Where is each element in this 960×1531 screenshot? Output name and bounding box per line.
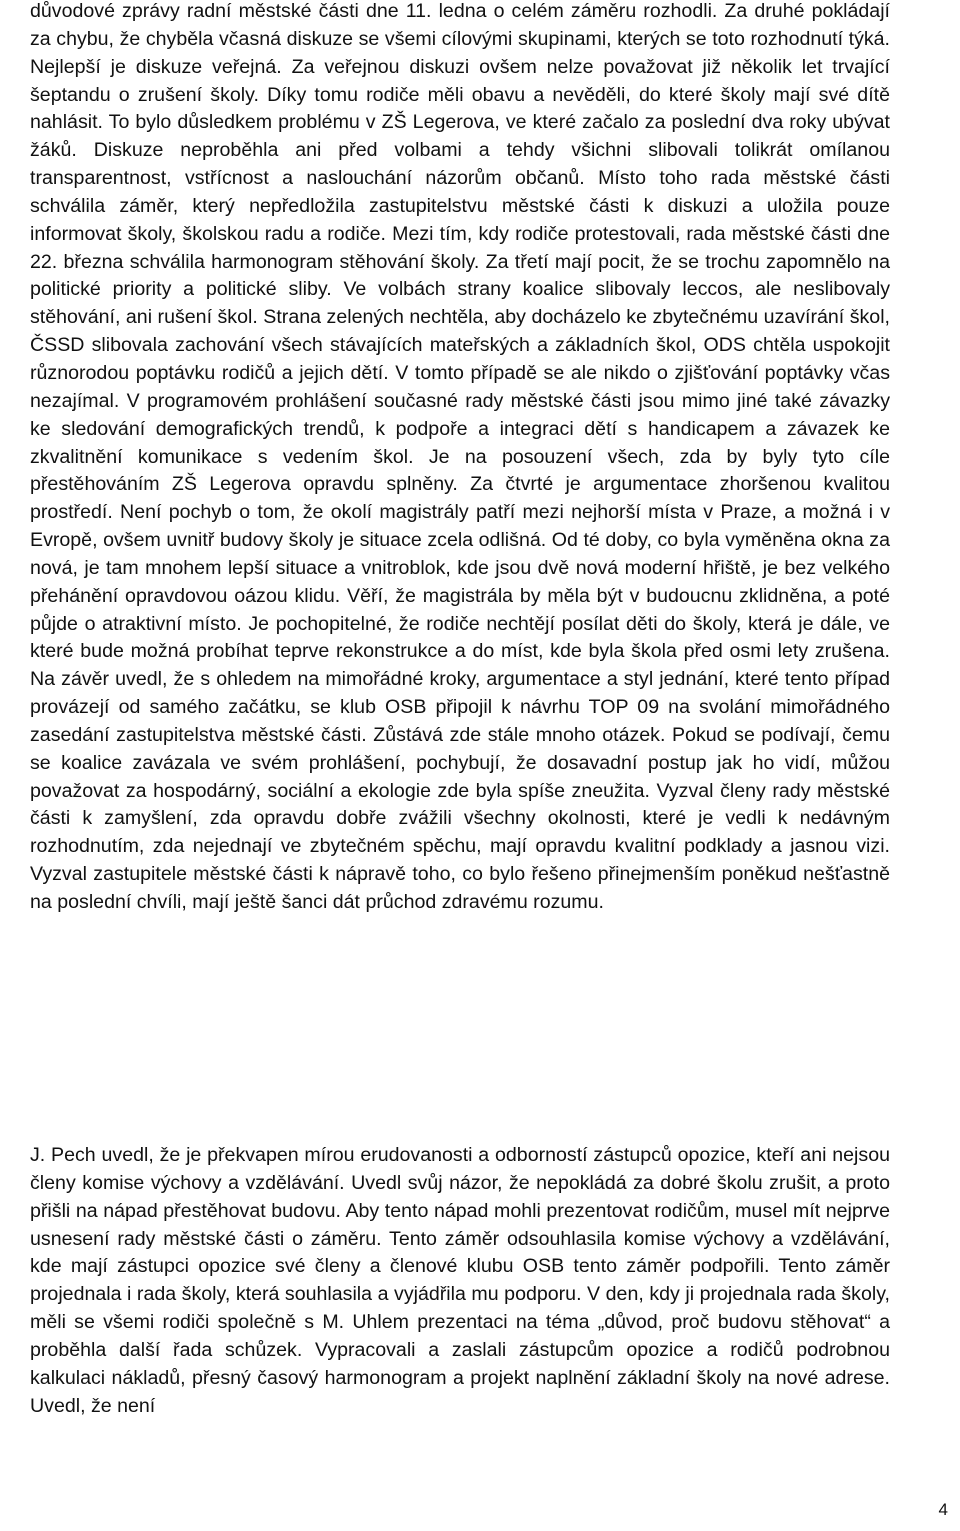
page-number: 4 [938,1500,948,1519]
body-paragraph-2: J. Pech uvedl, že je překvapen mírou erudovanosti a odborností zástupců opozice, kteří ani nejsou členy komise výchovy a vzdělávání. Uvedl svůj názor, že nepokládá za dobré školu zrušit, a proto přišli na nápad přestěhovat budovu. Aby tento nápad mohli prezentovat rodičům, musel mít nejprve usnesení rady městské části o záměru. Tento záměr odsouhlasila komise výchovy a vzdělávání, kde mají zástupci opozice své členy a členové klubu OSB tento záměr podpořili. Tento záměr projednala i rada školy, která souhlasila a vyjádřila mu podporu. V den, kdy ji projednala rada školy, měli se všemi rodiči společně s M. Uhlem prezentaci na téma „důvod, proč budovu stěhovat“ a proběhla další řada schůzek. Vypracovali a zaslali zástupcům opozice a rodičů podrobnou kalkulaci nákladů, přesný časový harmonogram a projekt naplnění základní školy na nové adrese. Uvedl, že není [30,1144,890,1417]
body-paragraph-1: důvodové zprávy radní městské části dne 11. ledna o celém záměru rozhodli. Za druhé pokládají za chybu, že chyběla včasná diskuze se všemi cílovými skupinami, kterých se toto rozhodnutí týká. Nejlepší je diskuze veřejná. Za veřejnou diskuzi ovšem nelze považovat již několik let trvající šeptandu o zrušení školy. Díky tomu rodiče měli obavu a nevěděli, do které školy mají své dítě nahlásit. To bylo důsledkem problému v ZŠ Legerova, ve které začalo za poslední dva roky ubývat žáků. Diskuze neproběhla ani před volbami a tehdy všichni slibovali tolikrát omílanou transparentnost, vstřícnost a naslouchání názorům občanů. Místo toho rada městské části schválila záměr, který nepředložila zastupitelstvu městské části k diskuzi a uložila pouze informovat školy, školskou radu a rodiče. Mezi tím, kdy rodiče protestovali, rada městské části dne 22. března schválila harmonogram stěhování školy. Za třetí mají pocit, že se trochu zapomnělo na politické priority a politické sliby. Ve volbách strany koalice slibovaly leccos, ale neslibovaly stěhování, ani rušení škol. Strana zelených nechtěla, aby docházelo ke zbytečnému uzavírání škol, ČSSD slibovala zachování všech stávajících mateřských a základních škol, ODS chtěla uspokojit různorodou poptávku rodičů a jejich dětí. V tomto případě se ale nikdo o zjišťování poptávky včas nezajímal. V programovém prohlášení současné rady městské části jsou mimo jiné také závazky ke sledování demografických trendů, k podpoře a integraci dětí s handicapem a závazek ke zkvalitnění komunikace s vedením škol. Je na posouzení všech, zda by byly tyto cíle přestěhováním ZŠ Legerova opravdu splněny. Za čtvrté je argumentace zhoršenou kvalitou prostředí. Není pochyb o tom, že okolí magistrály patří mezi nejhorší místa v Praze, a možná i v Evropě, ovšem uvnitř budovy školy je situace zcela odlišná. Od té doby, co byla vyměněna okna za nová, je tam mnohem lepší situace a vnitroblok, kde jsou dvě nová moderní hřiště, je bez velkého přehánění opravdovou oázou klidu. Věří, že magistrála by měla být v budoucnu zklidněna, a poté půjde o atraktivní místo. Je pochopitelné, že rodiče nechtějí posílat děti do školy, která je dále, ve které bude možná probíhat teprve rekonstrukce a do míst, kde byla škola před osmi lety zrušena. Na závěr uvedl, že s ohledem na mimořádné kroky, argumentace a styl jednání, které tento případ provázejí od samého začátku, se klub OSB připojil k návrhu TOP 09 na svolání mimořádného zasedání zastupitelstva městské části. Zůstává zde stále mnoho otázek. Pokud se podívají, čemu se koalice zavázala ve svém prohlášení, pochybují, že dosavadní postup jak ho vidí, můžou považovat za hospodárný, sociální a ekologie zde byla spíše zneužita. Vyzval členy rady městské části k zamyšlení, zda opravdu dobře zvážili všechny okolnosti, které je vedli k nedávným rozhodnutím, zda nejednají ve zbytečném spěchu, mají opravdu kvalitní podklady a jasnou vizi. Vyzval zastupitele městské části k nápravě toho, co bylo řešeno přinejmenším poněkud nešťastně na poslední chvíli, mají ještě šanci dát průchod zdravému rozumu. [30,0,890,913]
